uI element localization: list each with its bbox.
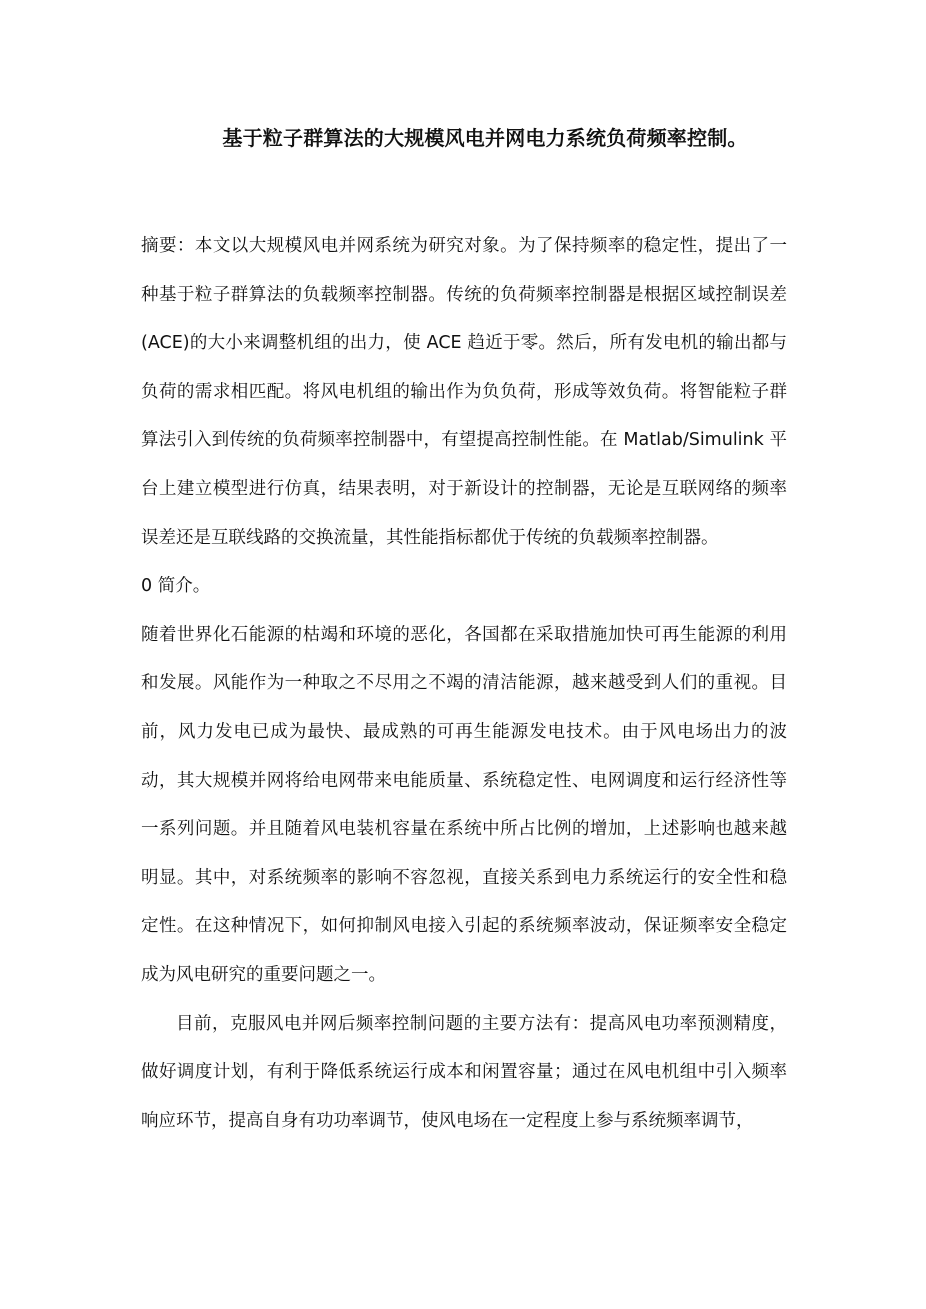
document-body (141, 222, 787, 1145)
body-paragraph: 目前，克服风电并网后频率控制问题的主要方法有：提高风电功率预测精度，做好调度计划，有利于降低系统运行成本和闲置容量；通过在风电机组中引入频率响应环节，提高自身有功功率调节，使风电场在一定程度上参与系统频率调节， (141, 1013, 787, 1131)
document-title: 基于粒子群算法的大规模风电并网电力系统负荷频率控制。 (222, 126, 748, 150)
section-heading-introduction: 0 简介。 (141, 576, 211, 597)
abstract-paragraph: 摘要：本文以大规模风电并网系统为研究对象。为了保持频率的稳定性，提出了一种基于粒子群算法的负载频率控制器。传统的负荷频率控制器是根据区域控制误差(ACE)的大小来调整机组的出力，使 ACE 趋近于零。然后，所有发电机的输出都与负荷的需求相匹配。将风电机组的输出作为负负荷，形成等效负荷。将智能粒子群算法引入到传统的负荷频率控制器中，有望提高控制性能。在 Matlab/Simulink 平台上建立模型进行仿真，结果表明，对于新设计的控制器，无论是互联网络的频率误差还是互联线路的交换流量，其性能指标都优于传统的负载频率控制器。 (141, 236, 787, 548)
body-paragraph: 随着世界化石能源的枯竭和环境的恶化，各国都在采取措施加快可再生能源的利用和发展。风能作为一种取之不尽用之不竭的清洁能源，越来越受到人们的重视。目前，风力发电已成为最快、最成熟的可再生能源发电技术。由于风电场出力的波动，其大规模并网将给电网带来电能质量、系统稳定性、电网调度和运行经济性等一系列问题。并且随着风电装机容量在系统中所占比例的增加，上述影响也越来越明显。其中，对系统频率的影响不容忽视，直接关系到电力系统运行的安全性和稳定性。在这种情况下，如何抑制风电接入引起的系统频率波动，保证频率安全稳定成为风电研究的重要问题之一。 (141, 624, 787, 985)
